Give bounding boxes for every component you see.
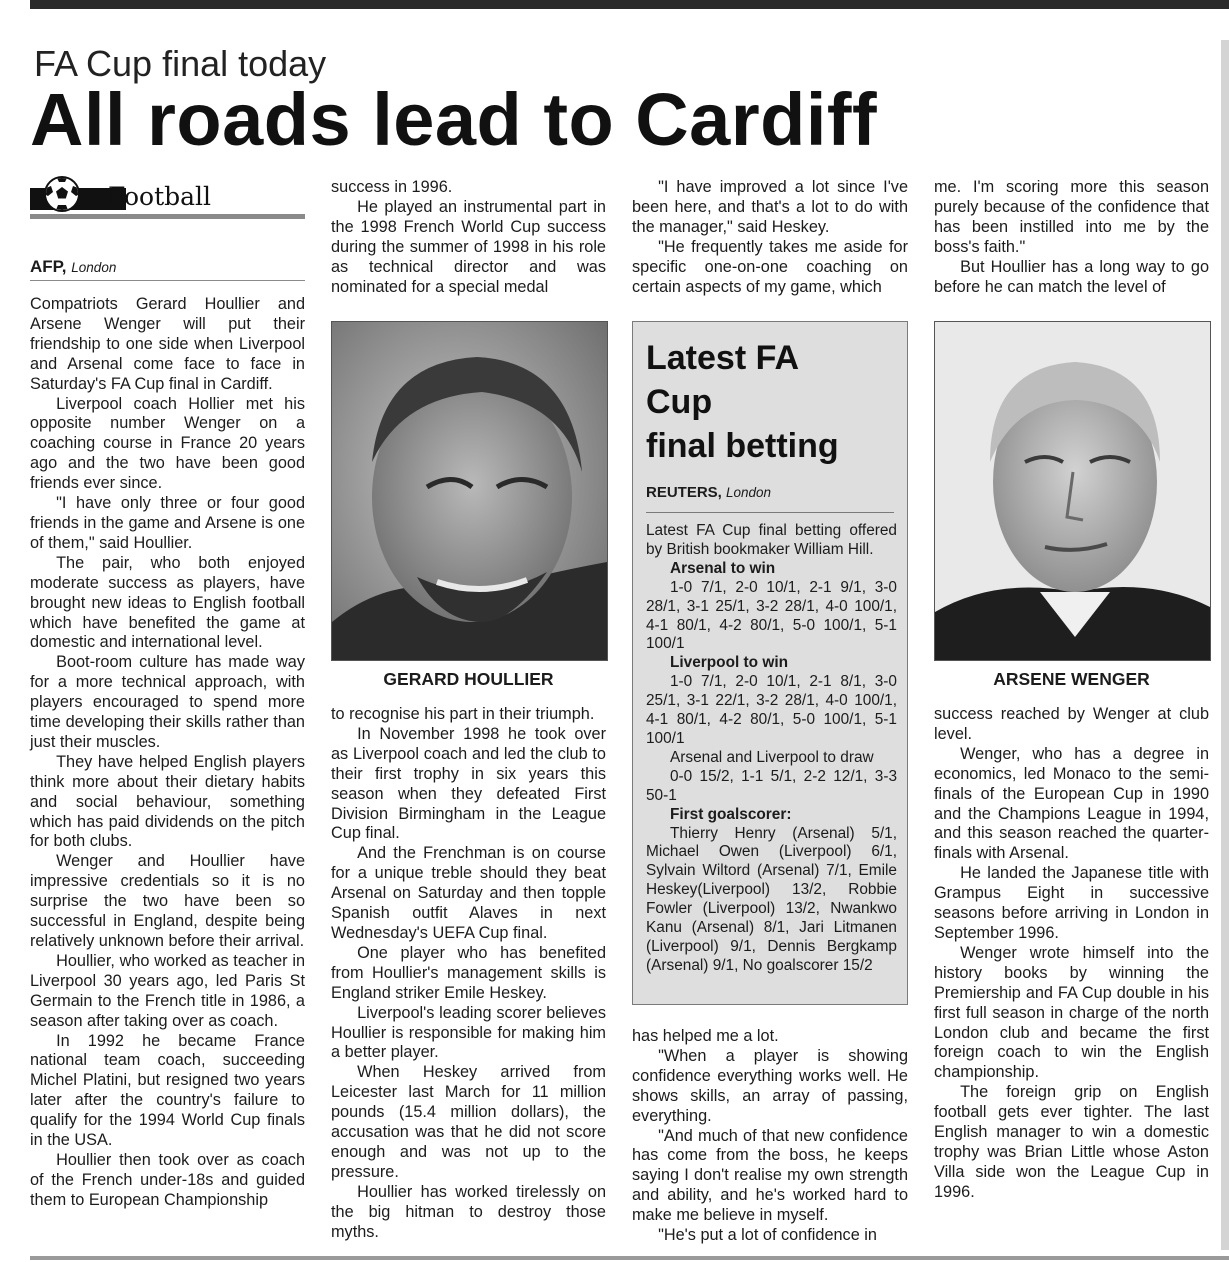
column-4-top <box>934 178 1209 297</box>
houllier-photo <box>331 321 608 661</box>
paragraph: They have helped English players think more about their dietary habits and social behaviour, something which has paid dividends on the pitch for both clubs. <box>30 752 305 851</box>
paragraph: to recognise his part in their triumph. <box>331 705 595 723</box>
column-1 <box>30 295 305 1211</box>
betting-odds: 1-0 7/1, 2-0 10/1, 2-1 9/1, 3-0 28/1, 3-1 25/1, 3-2 28/1, 4-0 100/1, 4-1 80/1, 4-2 80/1, 5-0 100/1, 5-1 100/1 <box>646 578 897 653</box>
paragraph: Wenger wrote himself into the history books by winning the Premiership and FA Cup double in his first full season in charge of the north London club and became the first foreign coach to win the English championship. <box>934 943 1209 1082</box>
wenger-photo <box>934 321 1211 661</box>
paragraph: me. I'm scoring more this season purely because of the confidence that has been instilled into me by the boss's faith." <box>934 178 1209 256</box>
betting-byline-agency: REUTERS, <box>646 484 722 501</box>
betting-body <box>646 522 897 976</box>
paragraph: Liverpool's leading scorer believes Houllier is responsible for making him a better player. <box>331 1003 606 1062</box>
betting-title <box>646 336 839 468</box>
paragraph: In 1992 he became France national team coach, succeeding Michel Platini, but resigned two years later after the country's failure to qualify for the 1994 World Cup finals in the USA. <box>30 1031 305 1150</box>
top-rule <box>30 0 1229 9</box>
betting-odds: 1-0 7/1, 2-0 10/1, 2-1 8/1, 3-0 25/1, 3-1 22/1, 3-2 28/1, 4-0 100/1, 4-1 80/1, 4-2 80/1, 5-0 100/1, 5-1 100/1 <box>646 673 897 747</box>
paragraph: In November 1998 he took over as Liverpool coach and led the club to their first trophy in six years this season when they defeated First Division Birmingham in the League Cup final. <box>331 724 606 843</box>
paragraph: He played an instrumental part in the 1998 French World Cup success during the summer of 1998 in his role as technical director and was nominated for a special medal <box>331 197 606 296</box>
byline-city: London <box>71 260 117 275</box>
column-3-top <box>632 178 908 297</box>
paragraph: "He's put a lot of confidence in <box>658 1226 877 1245</box>
betting-subhead: First goalscorer: <box>670 805 792 823</box>
paragraph: When Heskey arrived from Leicester last March for 11 million pounds (15.4 million dollars), the accusation was that he did not score enough and was not up to the pressure. <box>331 1063 606 1181</box>
betting-title-line: final betting <box>646 427 839 465</box>
paragraph: Boot-room culture has made way for a more technical approach, with players encouraged to spend more time developing their skills rather than just their muscles. <box>30 653 305 751</box>
betting-box <box>632 321 908 1005</box>
betting-subhead: Arsenal to win <box>670 559 776 577</box>
betting-byline <box>646 484 771 501</box>
kicker: FA Cup final today <box>34 43 327 84</box>
paragraph: The pair, who both enjoyed moderate success as players, have brought new ideas to English football which have benefited the game at domestic and international level. <box>30 553 305 652</box>
byline-agency: AFP, <box>30 257 67 276</box>
paragraph: Liverpool coach Hollier met his opposite number Wenger on a coaching course in France 20 years ago and the two have been good friends ever since. <box>30 394 305 493</box>
paragraph: One player who has benefited from Houllier's management skills is England striker Emile Heskey. <box>331 943 606 1002</box>
paragraph: "I have improved a lot since I've been here, and that's a lot to do with the manager," said Heskey. <box>632 178 908 236</box>
paragraph: "When a player is showing confidence everything works well. He shows skills, an array of passing, everything. <box>632 1046 908 1125</box>
paragraph: success in 1996. <box>331 178 453 196</box>
paragraph: Wenger and Houllier have impressive credentials so it is no surprise the two have been so successful in England, despite being relatively unknown before their arrival. <box>30 852 305 950</box>
bottom-rule <box>30 1256 1229 1260</box>
houllier-caption: GERARD HOULLIER <box>383 669 554 689</box>
column-2-top <box>331 178 606 297</box>
paragraph: has helped me a lot. <box>632 1027 779 1045</box>
betting-subhead: Liverpool to win <box>670 654 788 672</box>
betting-rule <box>646 512 894 513</box>
paragraph: The foreign grip on English football gets ever tighter. The last English manager to win a domestic trophy was Brian Little whose Aston Villa side won the League Cup in 1996. <box>934 1083 1209 1201</box>
betting-intro: Latest FA Cup final betting offered by British bookmaker William Hill. <box>646 522 897 558</box>
paragraph: But Houllier has a long way to go before he can match the level of <box>934 257 1209 296</box>
column-2-bottom <box>331 705 606 1242</box>
paragraph: "He frequently takes me aside for specific one-on-one coaching on certain aspects of my game, which <box>632 237 908 296</box>
football-icon <box>44 176 80 212</box>
betting-title-line: Latest FA <box>646 339 800 377</box>
column-4-bottom <box>934 705 1209 1203</box>
paragraph: Houllier has worked tirelessly on the big hitman to destroy those myths. <box>331 1182 606 1241</box>
byline-rule <box>30 280 305 281</box>
paragraph: He landed the Japanese title with Grampus Eight in successive seasons before arriving in London in September 1996. <box>934 864 1209 942</box>
headline: All roads lead to Cardiff <box>30 78 878 161</box>
wenger-caption: ARSENE WENGER <box>993 669 1150 689</box>
section-label: Football <box>108 182 212 211</box>
scrollbar[interactable] <box>1221 40 1229 1250</box>
paragraph: Houllier then took over as coach of the French under-18s and guided them to European Championship <box>30 1150 305 1209</box>
betting-odds: Thierry Henry (Arsenal) 5/1, Michael Owen (Liverpool) 6/1, Sylvain Wiltord (Arsenal) 7/1, Emile Heskey(Liverpool) 13/2, Robbie Fowler (Liverpool) 13/2, Nwankwo Kanu (Arsenal) 8/1, Jari Litmanen (Liverpool) 9/1, Dennis Bergkamp (Arsenal) 9/1, No goalscorer 15/2 <box>646 824 897 974</box>
paragraph: And the Frenchman is on course for a unique treble should they beat Arsenal on Saturday and then topple Spanish outfit Alaves in next Wednesday's UEFA Cup final. <box>331 844 606 942</box>
betting-subhead: Arsenal and Liverpool to draw <box>670 748 874 766</box>
betting-odds: 0-0 15/2, 1-1 5/1, 2-2 12/1, 3-3 50-1 <box>646 767 897 804</box>
section-header <box>30 174 305 220</box>
betting-title-line: Cup <box>646 383 713 421</box>
paragraph: "And much of that new confidence has come from the boss, he keeps saying I don't realise my own strength and ability, and he's worked hard to make me believe in myself. <box>632 1126 908 1225</box>
paragraph: Compatriots Gerard Houllier and Arsene Wenger will put their friendship to one side when Liverpool and Arsenal come face to face in Saturday's FA Cup final in Cardiff. <box>30 295 305 393</box>
paragraph: Houllier, who worked as teacher in Liverpool 30 years ago, led Paris St Germain to the French title in 1986, a season after taking over as coach. <box>30 951 305 1030</box>
paragraph: Wenger, who has a degree in economics, led Monaco to the semi-finals of the European Cup in 1990 and the Champions League in 1994, and this season reached the quarter-finals with Arsenal. <box>934 744 1209 863</box>
betting-byline-city: London <box>726 485 772 500</box>
section-rule <box>30 214 305 219</box>
paragraph: "I have only three or four good friends in the game and Arsene is one of them," said Houllier. <box>30 494 305 552</box>
column-3-bottom <box>632 1027 908 1246</box>
byline <box>30 256 116 279</box>
paragraph: success reached by Wenger at club level. <box>934 705 1209 743</box>
